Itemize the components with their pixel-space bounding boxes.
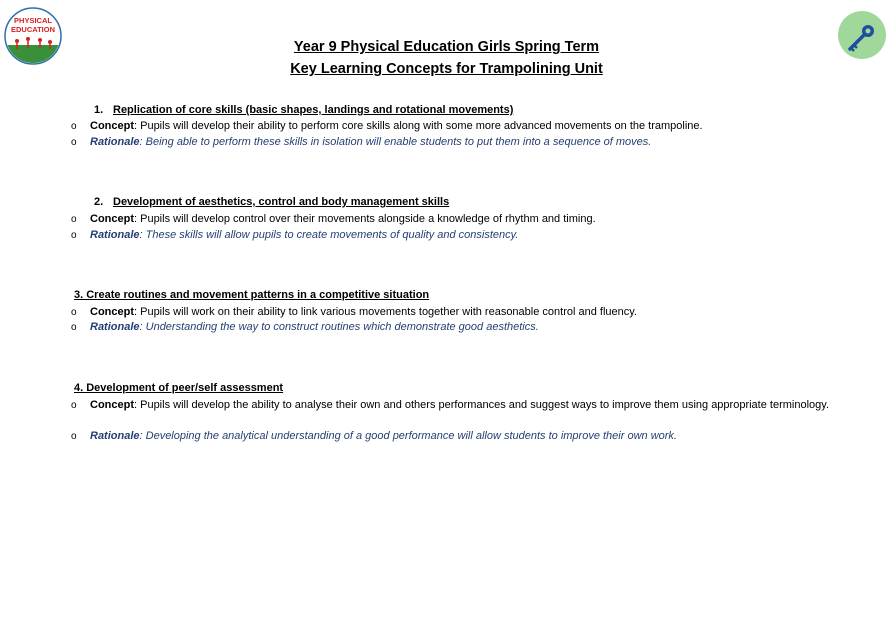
rationale-label: Rationale <box>90 229 140 241</box>
bullet-icon: o <box>71 230 77 241</box>
concept-text: : Pupils will develop their ability to perform core skills along with some more advanced movements on the trampoline. <box>134 120 703 132</box>
concept-text: : Pupils will develop control over their movements alongside a knowledge of rhythm and timing. <box>134 213 596 225</box>
concept-line <box>90 305 830 320</box>
bullet-icon: o <box>71 431 77 442</box>
section-number: 1. <box>94 104 104 116</box>
section-heading: 4. Development of peer/self assessment <box>74 382 284 394</box>
rationale-label: Rationale <box>90 136 140 148</box>
svg-text:EDUCATION: EDUCATION <box>10 25 56 34</box>
concept-label: Concept <box>90 213 134 225</box>
concept-line <box>90 119 830 134</box>
rationale-text: : Developing the analytical understanding of a good performance will allow students to improve their own work. <box>139 430 677 442</box>
bullet-icon: o <box>71 322 77 333</box>
concept-line <box>90 398 830 413</box>
section-heading: Replication of core skills (basic shapes, landings and rotational movements) <box>113 104 514 116</box>
rationale-line <box>90 135 830 150</box>
section-number: 2. <box>94 196 104 208</box>
concept-line <box>90 212 830 227</box>
page-subtitle: Key Learning Concepts for Trampolining Unit <box>290 61 603 77</box>
bullet-icon: o <box>71 214 77 225</box>
rationale-line <box>90 320 830 335</box>
rationale-line <box>90 228 830 243</box>
concept-label: Concept <box>90 399 134 411</box>
page-title: Year 9 Physical Education Girls Spring Term <box>293 39 600 55</box>
bullet-icon: o <box>71 400 77 411</box>
rationale-label: Rationale <box>90 321 140 333</box>
bullet-icon: o <box>71 137 77 148</box>
concept-text: : Pupils will develop the ability to analyse their own and others performances and suggest ways to improve them using appropriate terminology. <box>134 399 829 411</box>
section-heading: Development of aesthetics, control and body management skills <box>113 196 450 208</box>
rationale-text: : Being able to perform these skills in isolation will enable students to put them into a sequence of moves. <box>139 136 652 148</box>
svg-text:PHYSICAL: PHYSICAL <box>14 16 52 25</box>
concept-text: : Pupils will work on their ability to link various movements together with reasonable control and fluency. <box>134 306 637 318</box>
rationale-line <box>90 429 830 444</box>
rationale-text: : Understanding the way to construct routines which demonstrate good aesthetics. <box>139 321 539 333</box>
rationale-label: Rationale <box>90 430 140 442</box>
section-heading: 3. Create routines and movement patterns in a competitive situation <box>74 289 430 301</box>
bullet-icon: o <box>71 307 77 318</box>
concept-label: Concept <box>90 120 134 132</box>
physical-education-logo <box>4 7 62 65</box>
concept-label: Concept <box>90 306 134 318</box>
bullet-icon: o <box>71 121 77 132</box>
rationale-text: : These skills will allow pupils to create movements of quality and consistency. <box>139 229 519 241</box>
